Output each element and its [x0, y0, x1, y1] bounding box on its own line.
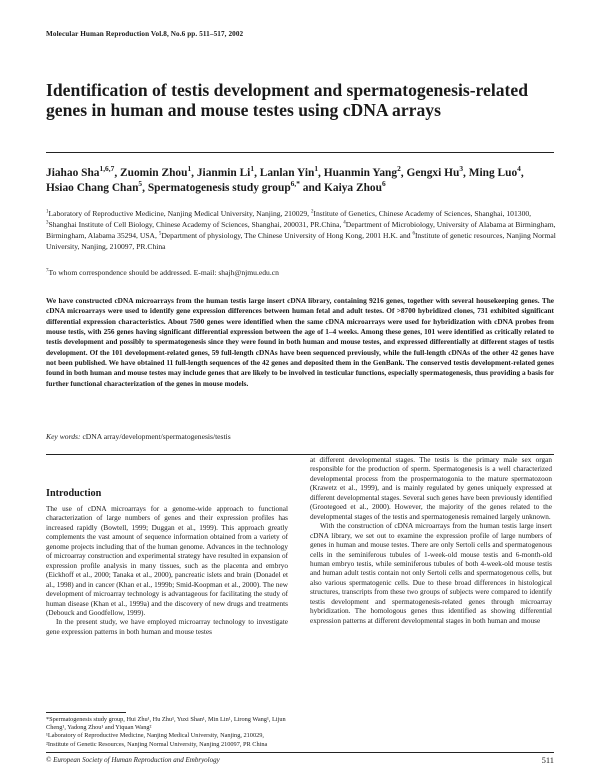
author-affiliation-sup: 6,* [290, 179, 300, 189]
keywords-label: Key words: [46, 432, 81, 441]
affiliation-text: Shanghai Institute of Cell Biology, Chinese Academy of Sciences, Shanghai, 200031, PR.China, [48, 220, 344, 229]
author-name: Ming Luo [468, 167, 518, 179]
affiliation-sup: 5 [158, 231, 162, 237]
affiliation-text: Institute of genetic resources, Nanjing Normal University, Nanjing, 210097, PR.China [46, 231, 556, 251]
correspondence-text: To whom correspondence should be addressed. E-mail: shajh@njmu.edu.cn [48, 268, 279, 277]
keywords [46, 432, 554, 442]
paragraph: In the present study, we have employed microarray technology to investigate gene expression patterns in both human and mouse testes [46, 618, 288, 636]
affiliation-text: Institute of Genetics, Chinese Academy of Sciences, Shanghai, 101300, [313, 209, 532, 218]
affiliation-sup: 1 [46, 209, 49, 215]
author-name: Gengxi Hu [406, 167, 460, 179]
footer-rule [46, 752, 554, 753]
copyright: © European Society of Human Reproduction and Embryology [46, 756, 220, 764]
correspondence-sup: 7 [46, 268, 49, 274]
paragraph: The use of cDNA microarrays for a genome-wide approach to functional characterization of large numbers of genes and their expression profiles has increased rapidly (Bowtell, 1999; Duggan et al., 1999). This approach greatly complements the vast amount of sequence information obtained from a variety of genome projects including that of the human genome. Advances in the technology of microarray construction and experimental strategy have resulted in expansion of expression profile analysis in many tissues, such as the placenta and embryo (Eickhoff et al., 2000; Tanaka et al., 2000), pancreatic islets and brain (Donadel et al., 1998) and in cancer (Khan et al., 1999b; Smid-Koopman et al., 2000). The new development of microarray technology is advantageous for facilitating the study of human disease (Khan et al., 1999a) and the discovery of new drugs and treatments (Debouck and Goodfellow, 1999). [46, 505, 288, 617]
affiliation-sup: 6 [412, 231, 415, 237]
author-affiliation-sup: 1,6,7 [99, 164, 115, 174]
affiliations [46, 208, 556, 252]
author-name: Lanlan Yin [259, 167, 315, 179]
author-name: Kaiya Zhou [324, 182, 382, 194]
author-affiliation-sup: 3 [459, 164, 464, 174]
footnote-rule [46, 712, 126, 713]
author-name: Jiahao Sha [46, 167, 100, 179]
title-rule [46, 152, 554, 153]
correspondence-note [46, 267, 556, 278]
author-affiliation-sup: 1 [187, 164, 192, 174]
keywords-text: cDNA array/development/spermatogenesis/testis [82, 432, 231, 441]
author-affiliation-sup: 4 [517, 164, 521, 174]
author-affiliation-sup: 1 [250, 164, 255, 174]
article-title: Identification of testis development and spermatogenesis-related genes in human and mouse testes using cDNA arrays [46, 80, 528, 120]
introduction-heading: Introduction [46, 488, 102, 499]
affiliation-sup: 2 [310, 209, 314, 215]
author-connector: and [302, 182, 322, 194]
author-affiliation-sup: 1 [314, 164, 319, 174]
author-affiliation-sup: 6 [381, 179, 386, 189]
author-name: Huanmin Yang [323, 167, 398, 179]
footnote: *Spermatogenesis study group, Hui Zhu¹, Hu Zhu¹, Yuxi Shan¹, Min Lin¹, Lirong Wang¹, Lijun Cheng¹, Yadong Zhou¹ and Yiquan Wang² [46, 716, 286, 732]
author-name: Jianmin Li [196, 167, 251, 179]
page-number: 511 [541, 755, 554, 765]
paragraph: at different developmental stages. The testis is the primary male sex organ responsible for the production of sperm. Spermatogenesis is a well characterized developmental process from the prospermatogonia to the mature spermatozoon (Krawetz et al., 1999), and is mainly regulated by genes uniquely expressed at different developmental stages. Several such genes have been previously identified (Grootegoed et al., 2000). However, the majority of the genes related to the developmental stages of the testis and spermatogenesis remained largely unknown. [310, 456, 552, 521]
keywords-rule [46, 454, 554, 455]
author-list: Jiahao Sha$^{1,6,7}$, Zuomin Zhou$^1$, Jianmin Li$^1$, Lanlan Yin$^1$, Huanmin Yang$^2$, Gengxi Hu$^3$, Ming Luo$^4$, Hsiao Chang Chan$^5$, Spermatogenesis study group$^{6,*}$ and Kaiya Zhou$^6$ [46, 164, 524, 194]
author-name: Spermatogenesis study group [147, 182, 291, 194]
affiliation-text: Department of Microbiology, University of Alabama at Birmingham, Birmingham, Alabama 35294, USA, [46, 220, 556, 240]
right-column [310, 456, 552, 626]
footnote: ¹Laboratory of Reproductive Medicine, Nanjing Medical University, Nanjing, 210029, ²Institute of Genetic Resources, Nanjing Normal University, Nanjing 210097, PR China [46, 732, 268, 748]
author-affiliation-sup: 2 [397, 164, 401, 174]
affiliation-text: Laboratory of Reproductive Medicine, Nanjing Medical University, Nanjing, 210029, [48, 209, 311, 218]
author-name: Hsiao Chang Chan [46, 182, 139, 194]
author-affiliation-sup: 5 [138, 179, 143, 189]
paragraph: With the construction of cDNA microarrays from the human testis large insert cDNA library, we set out to examine the expression profile of large numbers of genes in human and mouse testes. There are only Sertoli cells and spermatogenous cells in the seminiferous tubules of 1-week-old mouse testis and 6-month-old human embryo testis, while seminiferous tubules of both 4-week-old mouse testis and human adult testis contain not only Sertoli cells and spermatogenous cells, but also various spermatogenic cells. Due to these broad differences in histological structures, transcripts from these two groups of subjects were compared to identify testis development and spermatogenesis-related genes through microarray hybridization. The homologous genes thus identified as showing differential expression patterns at different developmental stages in both human and mouse [310, 522, 552, 625]
affiliation-sup: 4 [343, 220, 346, 226]
affiliation-sup: 3 [46, 220, 49, 226]
abstract: We have constructed cDNA microarrays from the human testis large insert cDNA library, containing 9216 genes, together with several housekeeping genes. The cDNA microarrays were used to identify gene expression differences between human fetal and adult testes. Of >8700 hybridized clones, 731 exhibited significant differential expression characteristics. About 7500 genes were identified when the same cDNA microarrays were used for hybridization with cDNA probes from mouse testis, with 256 genes having significant differential expression between the age of 1–4 weeks. Among these genes, 101 were identified as critically related to testis development and possibly to spermatogenesis since they were found in both human and mouse testes, and expressed differentially at different stages of testis development. Of the 101 development-related genes, 59 full-length cDNAs have been sequenced previously, while the full-length cDNAs of the other 42 genes have not been published. We have obtained 11 full-length sequences of the 42 genes and deposited them in the GenBank. The conserved testis development-related genes found in both human and mouse testes may include genes that are likely to be involved in testicular functions, especially spermatogenesis, thus providing a basis for further functional characterization of the genes in mouse models. [46, 296, 554, 388]
running-head: Molecular Human Reproduction Vol.8, No.6 pp. 511–517, 2002 [46, 30, 244, 38]
footnotes [46, 716, 288, 749]
affiliation-text: Department of physiology, The Chinese University of Hong Kong, 2001 H.K. and [161, 231, 413, 240]
author-name: Zuomin Zhou [120, 167, 188, 179]
left-column [46, 488, 288, 637]
